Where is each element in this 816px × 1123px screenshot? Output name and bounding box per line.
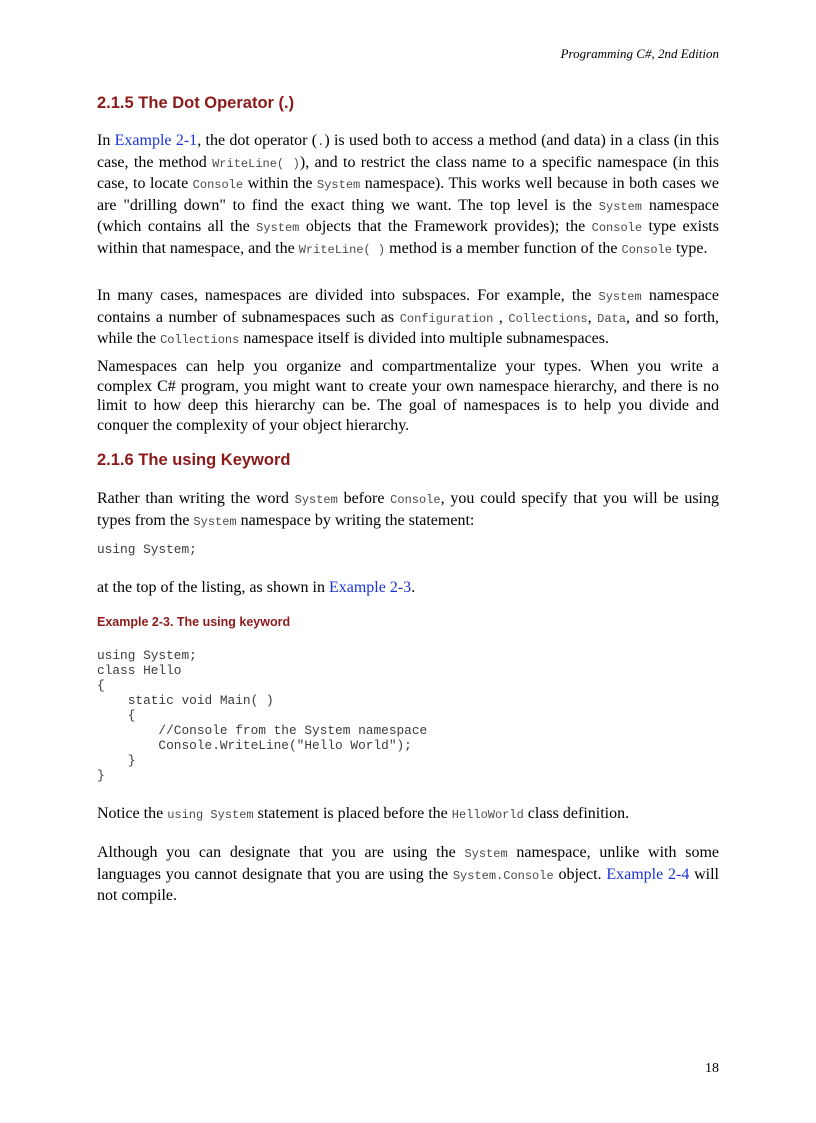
paragraph-notice-using: Notice the using System statement is placed before the HelloWorld class definition. [97, 805, 630, 822]
link-example-2-4[interactable]: Example 2-4 [606, 865, 690, 883]
paragraph-namespaces-organize: Namespaces can help you organize and compartmentalize your types. When you write a complex C# program, you might want to create your own namespace hierarchy, and there is no limit to how deep this hierarchy can be. The goal of namespaces is to help you divide and conquer the complexity of your object hierarchy. [97, 358, 719, 434]
paragraph-using-intro: Rather than writing the word System before Console, you could specify that you will be using types from the System namespace by writing the statement: [97, 490, 719, 529]
code-using-statement: using System; [97, 542, 197, 557]
example-title: Example 2-3. The using keyword [97, 615, 291, 629]
section-heading-dot-operator: 2.1.5 The Dot Operator (.) [97, 94, 295, 112]
paragraph-top-of-listing: at the top of the listing, as shown in Example 2-3. [97, 579, 416, 596]
link-example-2-3[interactable]: Example 2-3 [328, 579, 412, 596]
running-header: Programming C#, 2nd Edition [560, 46, 719, 61]
section-heading-using-keyword: 2.1.6 The using Keyword [97, 451, 291, 469]
paragraph-subnamespaces: In many cases, namespaces are divided into subspaces. For example, the System namespace contains a number of subnamespaces such as Configuration , Collections, Data, and so forth, while the Collections namespace itself is divided into multiple subnamespaces. [97, 287, 720, 347]
document-page [97, 0, 719, 1123]
page-number: 18 [705, 1061, 719, 1076]
paragraph-dot-operator: In Example 2-1, the dot operator (.) is used both to access a method (and data) in a class (in this case, the method WriteLine( )), and to restrict the class name to a specific namespace (in this case, to locate Console within the System namespace). This works well because in both cases we are "drilling down" to find the exact thing we want. The top level is the System namespace (which contains all the System objects that the Framework provides); the Console type exists within that namespace, and the WriteLine( ) method is a member function of the Console type. [97, 132, 720, 257]
paragraph-cannot-compile: Although you can designate that you are using the System namespace, unlike with some languages you cannot designate that you are using the System.Console object. Example 2-4 will not compile. [97, 844, 720, 904]
link-example-2-1[interactable]: Example 2-1 [114, 132, 198, 149]
example-code-block: using System; class Hello { static void Main( ) { //Console from the System namespace Console.WriteLine("Hello World"); } } [97, 648, 428, 783]
